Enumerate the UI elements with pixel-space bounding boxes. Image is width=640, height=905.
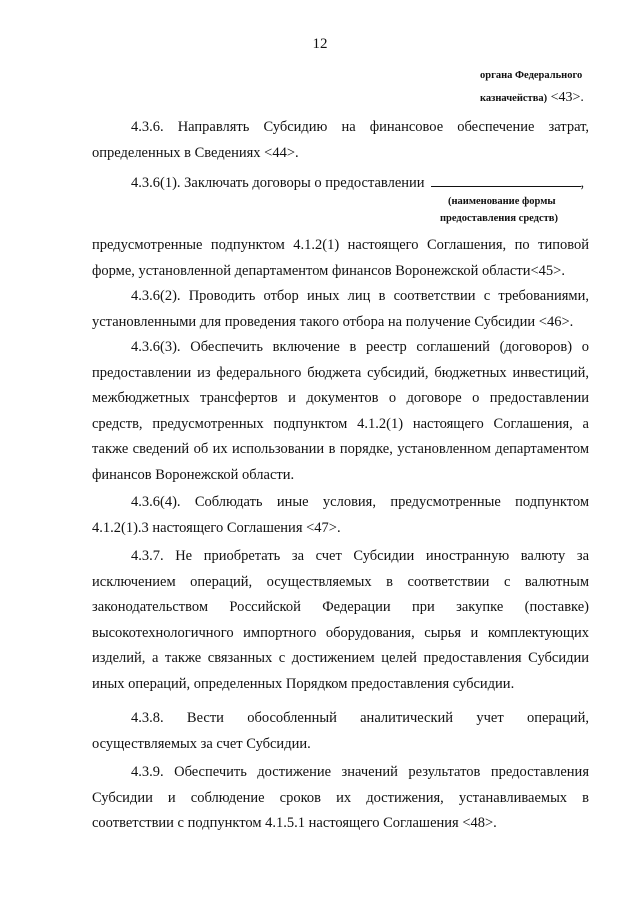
note-treasury-line1: органа Федерального (480, 70, 583, 81)
paragraph-4-3-8: 4.3.8. Вести обособленный аналитический учет операций, осуществляемых за счет Субсидии. (92, 710, 589, 752)
paragraph-4-3-6-2: 4.3.6(2). Проводить отбор иных лиц в соответствии с требованиями, установленными для проведения такого отбора на получение Субсидии <46>. (92, 288, 589, 330)
blank-fill-line (431, 174, 581, 187)
footnote-ref-43: <43>. (547, 90, 584, 105)
paragraph-4-3-6-1-continued: предусмотренные подпунктом 4.1.2(1) настоящего Соглашения, по типовой форме, установленной департаментом финансов Воронежской области<45>. (92, 237, 589, 279)
blank-comma: , (580, 175, 585, 191)
note-treasury-line2 (480, 90, 584, 106)
note-form-line1: (наименование формы (448, 196, 556, 207)
page-number: 12 (312, 36, 328, 52)
paragraph-4-3-6-3: 4.3.6(3). Обеспечить включение в реестр соглашений (договоров) о предоставлении из федерального бюджета субсидий, бюджетных инвестиций, межбюджетных трансфертов и документов о договоре о предоставлении средств, предусмотренных подпунктом 4.1.2(1) настоящего Соглашения, а также сведений об их использовании в порядке, установленном департаментом финансов Воронежской области. (92, 339, 589, 483)
note-treasury-text: казначейства) (480, 93, 548, 104)
paragraph-4-3-6: 4.3.6. Направлять Субсидию на финансовое обеспечение затрат, определенных в Сведениях <44>. (92, 119, 589, 161)
paragraph-4-3-9: 4.3.9. Обеспечить достижение значений результатов предоставления Субсидии и соблюдение сроков их достижения, устанавливаемых в соответствии с подпунктом 4.1.5.1 настоящего Соглашения <48>. (92, 764, 589, 831)
paragraph-4-3-6-4: 4.3.6(4). Соблюдать иные условия, предусмотренные подпунктом 4.1.2(1).3 настоящего Соглашения <47>. (92, 494, 589, 536)
paragraph-4-3-7: 4.3.7. Не приобретать за счет Субсидии иностранную валюту за исключением операций, осуществляемых в соответствии с валютным законодательством Российской Федерации при закупке (поставке) высокотехнологичного импортного оборудования, сырья и комплектующих изделий, а также связанных с достижением целей предоставления Субсидии иных операций, определенных Порядком предоставления субсидии. (92, 548, 589, 692)
paragraph-4-3-6-1-text: 4.3.6(1). Заключать договоры о предоставлении (131, 175, 425, 191)
note-form-line2: предоставления средств) (440, 213, 558, 224)
paragraph-4-3-6-1-lead (131, 174, 584, 192)
